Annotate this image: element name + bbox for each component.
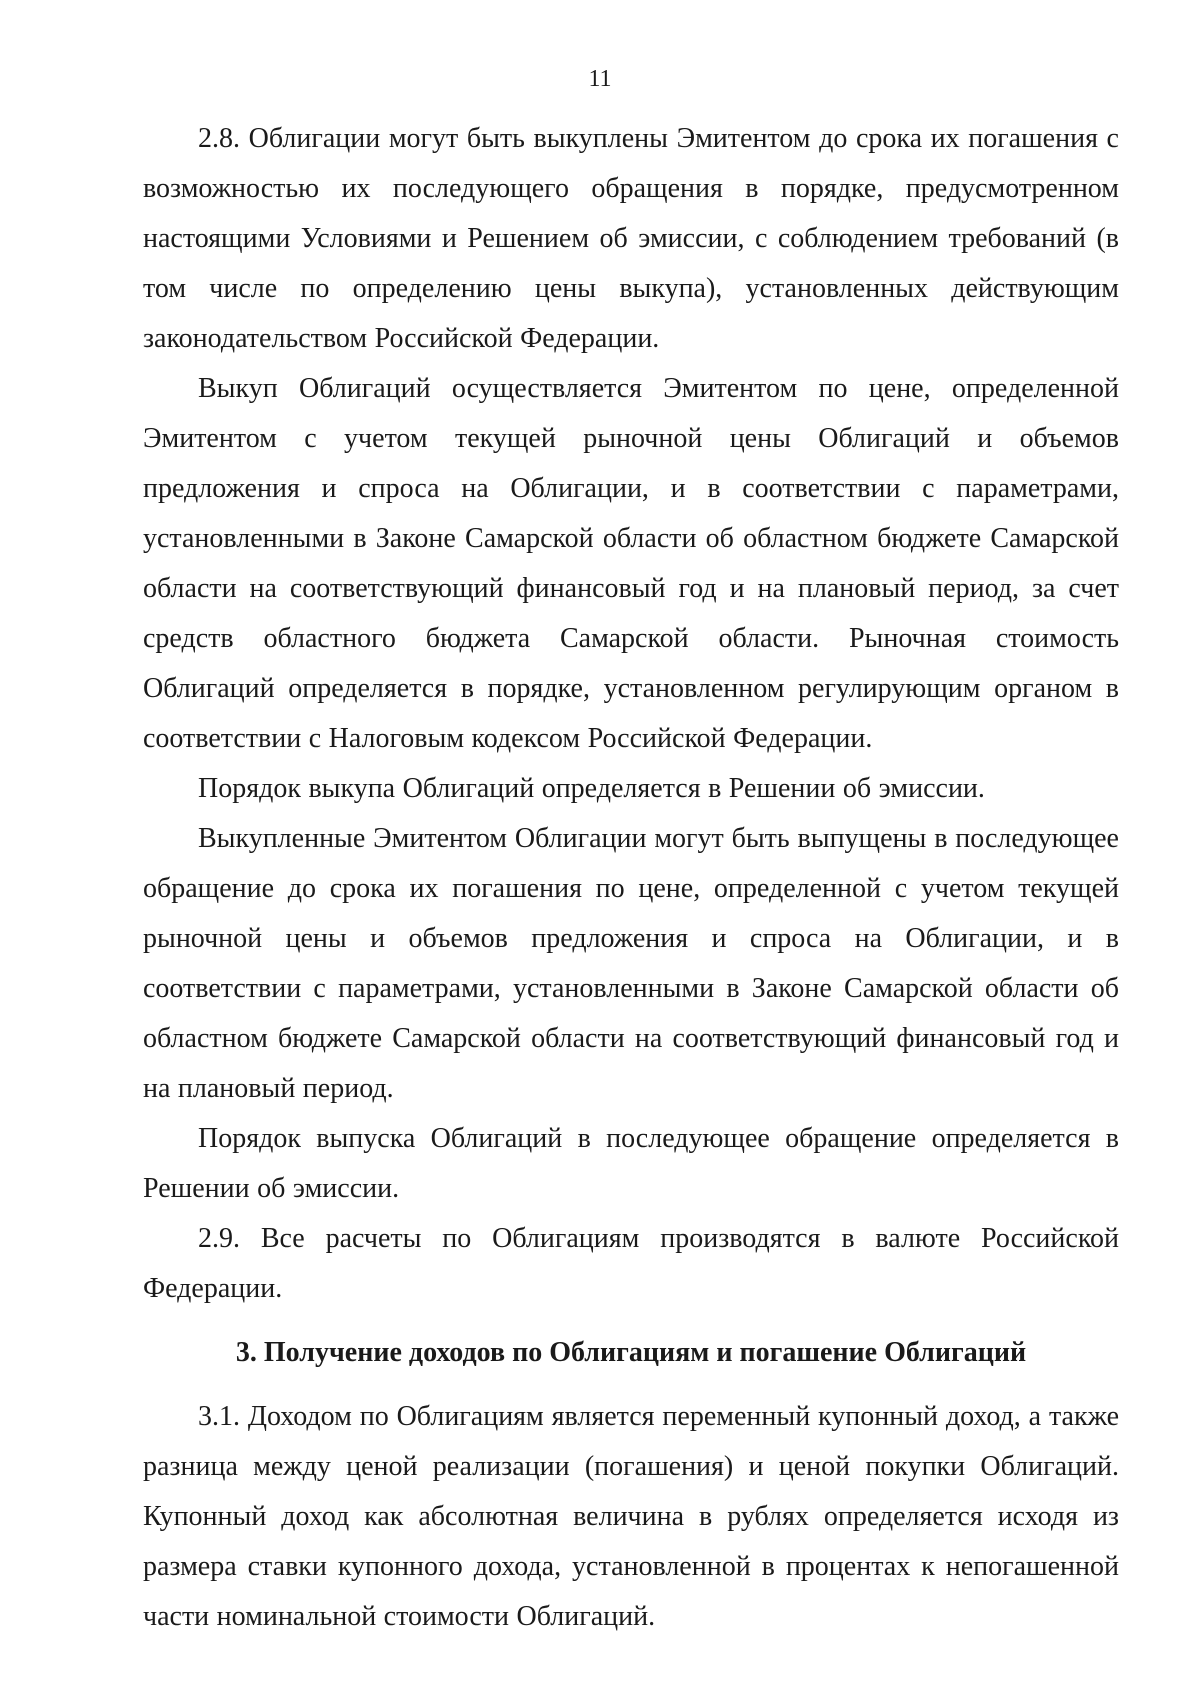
page-number: 11 (588, 66, 612, 92)
document-body (143, 114, 1119, 1642)
paragraph-reissue: Выкупленные Эмитентом Облигации могут быть выпущены в последующее обращение до срока их погашения по цене, определенной с учетом текущей рыночной цены и объемов предложения и спроса на Облигации, и в соответствии с параметрами, установленными в Законе Самарской области об областном бюджете Самарской области на соответствующий финансовый год и на плановый период. (143, 823, 1119, 1104)
section-heading: 3. Получение доходов по Облигациям и погашение Облигаций (235, 1337, 1027, 1368)
paragraph-buyback-price: Выкуп Облигаций осуществляется Эмитентом по цене, определенной Эмитентом с учетом текущей рыночной цены Облигаций и объемов предложения и спроса на Облигации, и в соответствии с параметрами, установленными в Законе Самарской области об областном бюджете Самарской области на соответствующий финансовый год и на плановый период, за счет средств областного бюджета Самарской области. Рыночная стоимость Облигаций определяется в порядке, установленном регулирующим органом в соответствии с Налоговым кодексом Российской Федерации. (143, 373, 1119, 754)
paragraph-2-8: 2.8. Облигации могут быть выкуплены Эмитентом до срока их погашения с возможностью их последующего обращения в порядке, предусмотренном настоящими Условиями и Решением об эмиссии, с соблюдением требований (в том числе по определению цены выкупа), установленных действующим законодательством Российской Федерации. (143, 123, 1119, 354)
paragraph-buyback-procedure: Порядок выкупа Облигаций определяется в Решении об эмиссии. (198, 773, 985, 804)
paragraph-2-9: 2.9. Все расчеты по Облигациям производятся в валюте Российской Федерации. (143, 1223, 1119, 1304)
paragraph-reissue-procedure: Порядок выпуска Облигаций в последующее обращение определяется в Решении об эмиссии. (143, 1123, 1119, 1204)
paragraph-3-1: 3.1. Доходом по Облигациям является переменный купонный доход, а также разница между ценой реализации (погашения) и ценой покупки Облигаций. Купонный доход как абсолютная величина в рублях определяется исходя из размера ставки купонного дохода, установленной в процентах к непогашенной части номинальной стоимости Облигаций. (143, 1401, 1119, 1632)
